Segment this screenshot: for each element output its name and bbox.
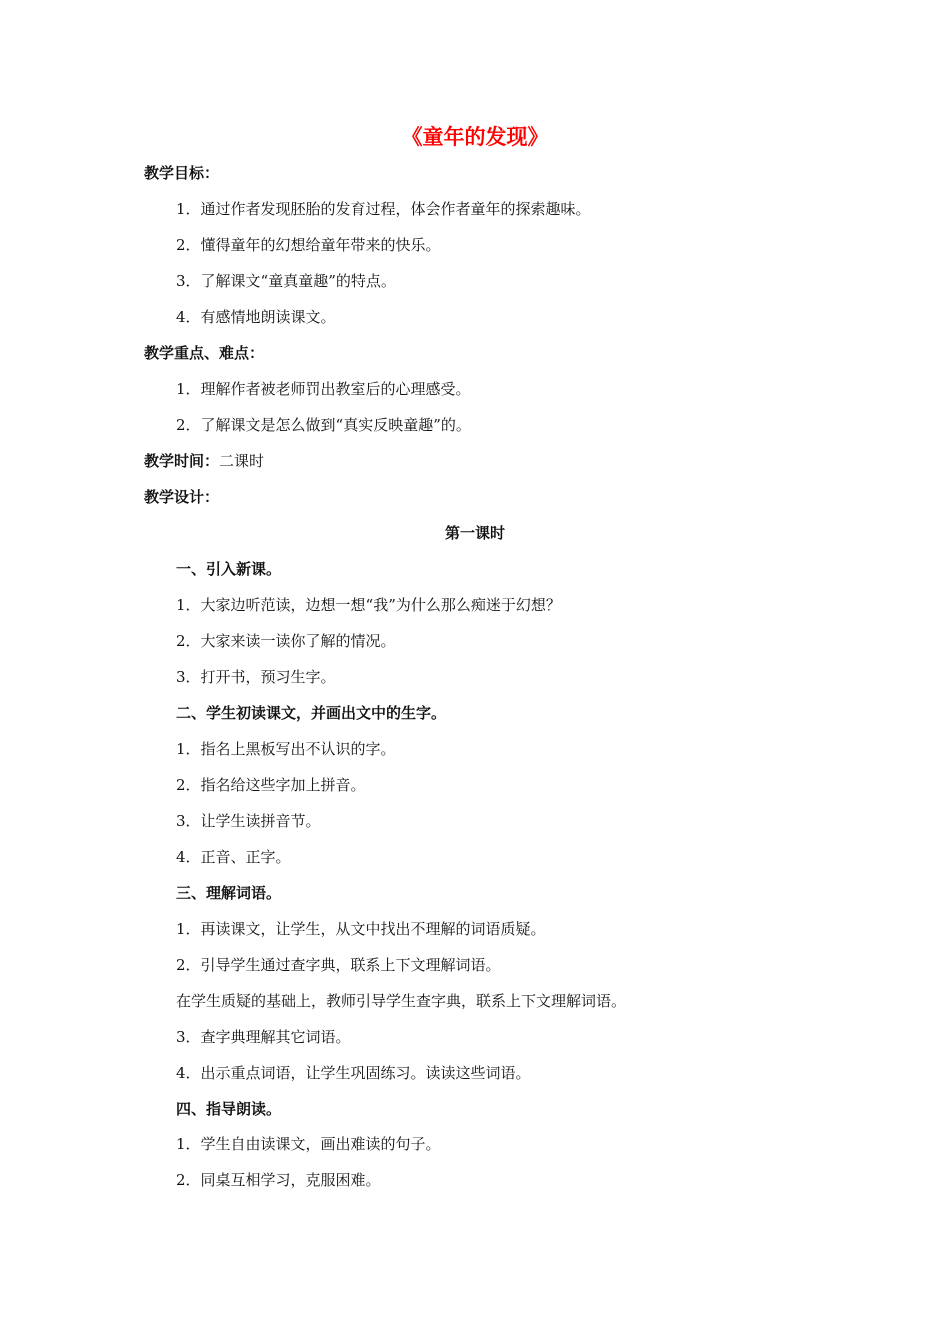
section-heading: 二、学生初读课文，并画出文中的生字。 bbox=[176, 704, 447, 722]
section-item: 1．再读课文，让学生，从文中找出不理解的词语质疑。 bbox=[176, 920, 546, 938]
time-line bbox=[144, 450, 264, 472]
key-point-item: 1．理解作者被老师罚出教室后的心理感受。 bbox=[176, 380, 471, 398]
objective-item: 4．有感情地朗读课文。 bbox=[176, 308, 336, 326]
section-item: 2．大家来读一读你了解的情况。 bbox=[176, 632, 396, 650]
section-item: 2．引导学生通过查字典，联系上下文理解词语。 bbox=[176, 956, 501, 974]
objective-item: 2．懂得童年的幻想给童年带来的快乐。 bbox=[176, 236, 441, 254]
section-item: 2．指名给这些字加上拼音。 bbox=[176, 776, 366, 794]
section-paragraph: 在学生质疑的基础上，教师引导学生查字典，联系上下文理解词语。 bbox=[176, 992, 627, 1010]
section-item: 3．让学生读拼音节。 bbox=[176, 812, 321, 830]
document-title: 《童年的发现》 bbox=[401, 125, 549, 149]
objective-item: 3．了解课文“童真童趣”的特点。 bbox=[176, 272, 396, 290]
section-item: 1．学生自由读课文，画出难读的句子。 bbox=[176, 1135, 441, 1153]
lesson-title: 第一课时 bbox=[444, 524, 505, 542]
section-item: 1．指名上黑板写出不认识的字。 bbox=[176, 740, 396, 758]
section-item: 1．大家边听范读，边想一想“我”为什么那么痴迷于幻想？ bbox=[176, 596, 561, 614]
time-value: 二课时 bbox=[219, 452, 265, 470]
section-heading: 四、指导朗读。 bbox=[176, 1100, 282, 1118]
section-heading: 一、引入新课。 bbox=[176, 560, 282, 578]
section-item: 3．打开书，预习生字。 bbox=[176, 668, 336, 686]
section-item: 4．出示重点词语，让学生巩固练习。读读这些词语。 bbox=[176, 1064, 531, 1082]
time-heading: 教学时间： bbox=[144, 452, 220, 470]
key-point-item: 2．了解课文是怎么做到“真实反映童趣”的。 bbox=[176, 416, 471, 434]
section-item: 4．正音、正字。 bbox=[176, 848, 291, 866]
design-heading: 教学设计： bbox=[144, 488, 220, 506]
objective-item: 1．通过作者发现胚胎的发育过程，体会作者童年的探索趣味。 bbox=[176, 200, 591, 218]
key-points-heading: 教学重点、难点： bbox=[144, 344, 265, 362]
section-item: 2．同桌互相学习，克服困难。 bbox=[176, 1171, 381, 1189]
section-heading: 三、理解词语。 bbox=[176, 884, 282, 902]
objectives-heading: 教学目标： bbox=[144, 164, 220, 182]
section-item: 3．查字典理解其它词语。 bbox=[176, 1028, 351, 1046]
